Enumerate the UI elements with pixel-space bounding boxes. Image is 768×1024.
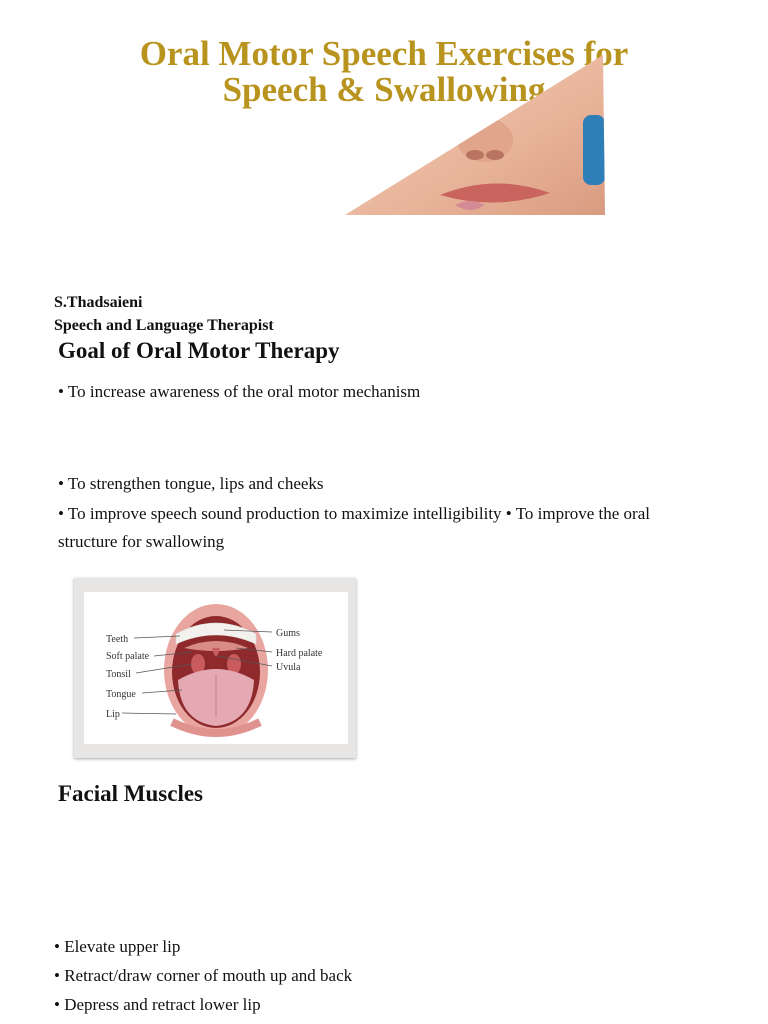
diagram-label-tonsil: Tonsil: [106, 669, 131, 680]
mouth-anatomy-illustration: [84, 592, 348, 744]
goal-bullet-2: • To strengthen tongue, lips and cheeks: [58, 474, 324, 493]
goal-bullet-3: • To improve speech sound production to maximize intelligibility • To improve the oral structure for swallowing: [58, 504, 650, 551]
mouth-diagram-canvas: [84, 592, 348, 744]
goal-heading: Goal of Oral Motor Therapy: [58, 338, 340, 363]
diagram-label-hard-palate: Hard palate: [276, 648, 323, 659]
diagram-label-uvula: Uvula: [276, 662, 301, 673]
facial-bullet-list: [54, 932, 352, 1019]
diagram-label-lip: Lip: [106, 709, 120, 720]
diagram-label-gums: Gums: [276, 628, 300, 639]
author-name: S.Thadsaieni: [54, 294, 143, 311]
mouth-diagram: [74, 578, 356, 758]
goal-bullet-1: • To increase awareness of the oral motor mechanism: [58, 382, 421, 401]
facial-heading: Facial Muscles: [58, 781, 203, 806]
facial-bullet-1: • Elevate upper lip: [54, 937, 181, 956]
diagram-label-teeth: Teeth: [106, 634, 129, 645]
title-line-1: Oral Motor Speech Exercises for: [139, 34, 629, 73]
title-line-2: Speech & Swallowing: [222, 70, 546, 109]
author-block: [54, 291, 274, 337]
diagram-label-tongue: Tongue: [106, 689, 136, 700]
facial-bullet-2: • Retract/draw corner of mouth up and back: [54, 966, 353, 985]
diagram-label-soft-palate: Soft palate: [106, 651, 150, 662]
facial-bullet-3: • Depress and retract lower lip: [54, 995, 261, 1014]
author-role: Speech and Language Therapist: [54, 317, 274, 334]
child-mouth-photo: [345, 55, 605, 215]
